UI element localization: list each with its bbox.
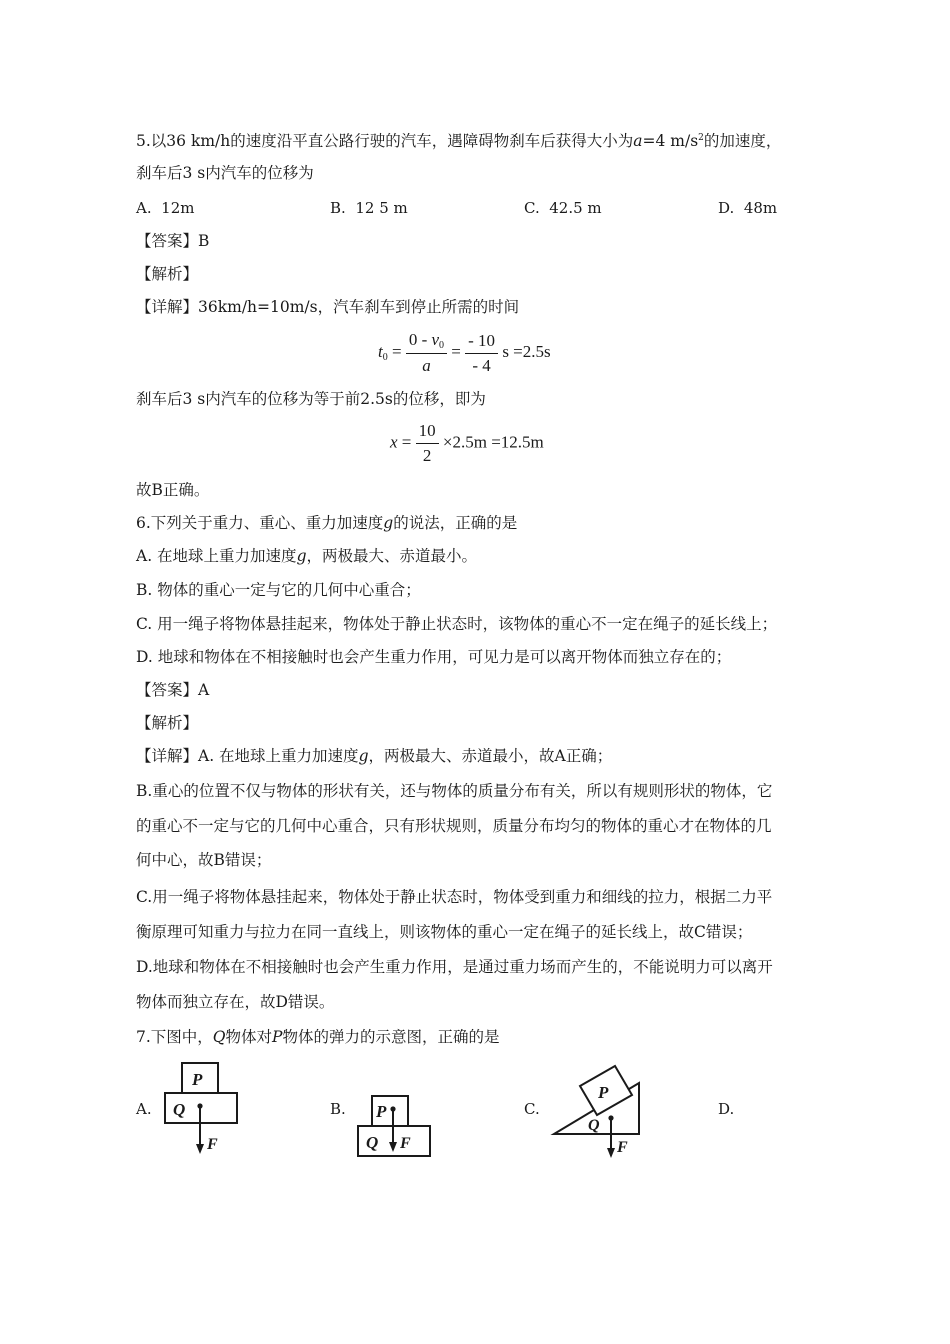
q6-detail-b-line2: 的重心不一定与它的几何中心重合，只有形状规则，质量分布均匀的物体的重心才在物体的几 bbox=[136, 817, 772, 835]
q5-formula-displacement bbox=[390, 421, 544, 466]
figure-b-arrow-head bbox=[389, 1142, 397, 1152]
q5-option-c bbox=[524, 198, 602, 218]
q5-stem-var: a bbox=[633, 132, 643, 151]
q6-detail-d-line2: 物体而独立存在，故D错误。 bbox=[136, 993, 335, 1011]
figure-c-f-text: F bbox=[617, 1139, 628, 1156]
numerator-v: v bbox=[431, 330, 440, 349]
q5-stem-line2: 刹车后3 s内汽车的位移为 bbox=[136, 164, 314, 182]
formula-x: x bbox=[390, 432, 398, 452]
q6-detail-b-line3: 何中心，故B错误； bbox=[136, 851, 272, 869]
q7-stem-a: 7.下图中， bbox=[136, 1028, 213, 1046]
formula-t: t bbox=[378, 341, 383, 361]
q6-stem-b: 的说法，正确的是 bbox=[393, 514, 518, 532]
q5-stem-text-a: 5.以36 km/h的速度沿平直公路行驶的汽车，遇障碍物刹车后获得大小为 bbox=[136, 132, 634, 151]
numerator-zero-minus: 0 - bbox=[408, 330, 432, 349]
q6-option-c: C. 用一绳子将物体悬挂起来，物体处于静止状态时，该物体的重心不一定在绳子的延长线上； bbox=[136, 615, 778, 633]
q7-stem-q: Q bbox=[212, 1028, 226, 1046]
q6-detail-var: g bbox=[358, 747, 369, 765]
q6-option-a-text-b: ，两极最大、赤道最小。 bbox=[306, 547, 478, 565]
q5-option-a-text: 12m bbox=[161, 199, 195, 217]
formula-t-sub: 0 bbox=[382, 351, 388, 363]
fraction-ten-over-two bbox=[416, 421, 439, 466]
q7-figure-a bbox=[160, 1060, 240, 1160]
formula-eq: = bbox=[391, 341, 402, 361]
q7-stem bbox=[136, 1027, 499, 1047]
q7-figure-d-label: D. bbox=[718, 1100, 735, 1118]
fraction2-num: 10 bbox=[416, 421, 439, 444]
q6-detail-b-line1: B.重心的位置不仅与物体的形状有关，还与物体的质量分布有关，所以有规则形状的物体，它 bbox=[136, 782, 773, 800]
fraction-numerator bbox=[406, 330, 447, 354]
q6-option-d: D. 地球和物体在不相接触时也会产生重力作用，可见力是可以离开物体而独立存在的； bbox=[136, 648, 732, 666]
q6-option-a-var: g bbox=[296, 547, 307, 565]
q6-stem-a: 6.下列关于重力、重心、重力加速度 bbox=[136, 514, 384, 532]
fraction-denominator: a bbox=[422, 356, 431, 375]
q6-detail-c-line2: 衡原理可知重力与拉力在同一直线上，则该物体的重心一定在绳子的延长线上，故C错误； bbox=[136, 923, 753, 941]
q6-stem-var: g bbox=[383, 514, 394, 532]
fraction2-den: 2 bbox=[422, 446, 432, 465]
q5-option-d bbox=[718, 198, 777, 218]
q6-option-a-text-a: A. 在地球上重力加速度 bbox=[136, 547, 297, 565]
q5-analysis-heading: 【解析】 bbox=[136, 265, 199, 283]
q6-option-b: B. 物体的重心一定与它的几何中心重合； bbox=[136, 581, 421, 599]
q6-option-a bbox=[136, 546, 477, 566]
q5-conclusion: 故B正确。 bbox=[136, 481, 210, 499]
q7-figure-b bbox=[352, 1092, 434, 1160]
q6-stem bbox=[136, 513, 517, 533]
q5-stem-line1 bbox=[136, 128, 781, 151]
figure-a-q-text: Q bbox=[173, 1100, 186, 1119]
q7-figure-c bbox=[550, 1064, 650, 1164]
q5-stem-sup: 2 bbox=[698, 133, 704, 143]
q5-formula-time bbox=[378, 330, 551, 376]
figure-c-q-text: Q bbox=[588, 1117, 600, 1134]
fraction-numeric-num: - 10 bbox=[465, 331, 498, 354]
q5-answer: 【答案】B bbox=[136, 232, 210, 250]
figure-c-p-text: P bbox=[598, 1083, 609, 1102]
figure-a-arrow-head bbox=[196, 1144, 204, 1154]
figure-a-f-text: F bbox=[207, 1136, 218, 1153]
figure-a-p-text: P bbox=[192, 1070, 203, 1089]
q5-option-d-label: D. bbox=[718, 199, 735, 217]
q5-option-b-label: B. bbox=[330, 199, 346, 217]
q5-option-a-label: A. bbox=[136, 199, 152, 217]
figure-c-arrow-head bbox=[607, 1148, 615, 1158]
figure-b-q-text: Q bbox=[366, 1133, 379, 1152]
figure-b-p-text: P bbox=[376, 1102, 387, 1121]
formula-tail: s =2.5s bbox=[502, 341, 551, 361]
q7-stem-b: 物体对 bbox=[225, 1028, 273, 1046]
figure-b-f-text: F bbox=[400, 1135, 411, 1152]
q7-figure-a-label: A. bbox=[136, 1100, 152, 1118]
q7-figure-c-label: C. bbox=[524, 1100, 540, 1118]
q5-detail: 【详解】36km/h=10m/s，汽车刹车到停止所需的时间 bbox=[136, 298, 520, 316]
q6-detail-text-b: ，两极最大、赤道最小，故A正确； bbox=[368, 747, 613, 765]
q5-stem-text-c: 的加速度， bbox=[703, 132, 782, 151]
q5-option-b bbox=[330, 198, 408, 218]
q5-option-a bbox=[136, 198, 194, 218]
fraction-numeric bbox=[465, 331, 498, 376]
formula-eq-2: = bbox=[451, 341, 461, 361]
q6-detail-c-line1: C.用一绳子将物体悬挂起来，物体处于静止状态时，物体受到重力和细线的拉力，根据二力平 bbox=[136, 888, 773, 906]
q5-stem-text-b: =4 m/s bbox=[642, 132, 699, 151]
q5-after-formula: 刹车后3 s内汽车的位移为等于前2.5s的位移，即为 bbox=[136, 390, 486, 408]
q6-detail-a bbox=[136, 746, 612, 766]
numerator-v-sub: 0 bbox=[439, 340, 445, 351]
q7-figure-b-label: B. bbox=[330, 1100, 346, 1118]
q5-option-d-text: 48m bbox=[743, 199, 778, 217]
q6-detail-d-line1: D.地球和物体在不相接触时也会产生重力作用，是通过重力场而产生的，不能说明力可以离开 bbox=[136, 958, 773, 976]
q7-stem-c: 物体的弹力的示意图，正确的是 bbox=[282, 1028, 500, 1046]
q5-option-b-text: 12 5 m bbox=[355, 199, 408, 217]
fraction-numeric-den: - 4 bbox=[472, 355, 491, 375]
fraction-velocity-over-accel bbox=[406, 330, 447, 376]
q6-answer: 【答案】A bbox=[136, 681, 210, 699]
q5-option-c-label: C. bbox=[524, 199, 540, 217]
formula2-eq: = bbox=[401, 432, 412, 452]
formula2-tail: ×2.5m =12.5m bbox=[442, 432, 544, 452]
q5-option-c-text: 42.5 m bbox=[549, 199, 602, 217]
q6-detail-text-a: 【详解】A. 在地球上重力加速度 bbox=[136, 747, 359, 765]
q6-analysis-heading: 【解析】 bbox=[136, 714, 199, 732]
q7-stem-p: P bbox=[272, 1028, 283, 1046]
